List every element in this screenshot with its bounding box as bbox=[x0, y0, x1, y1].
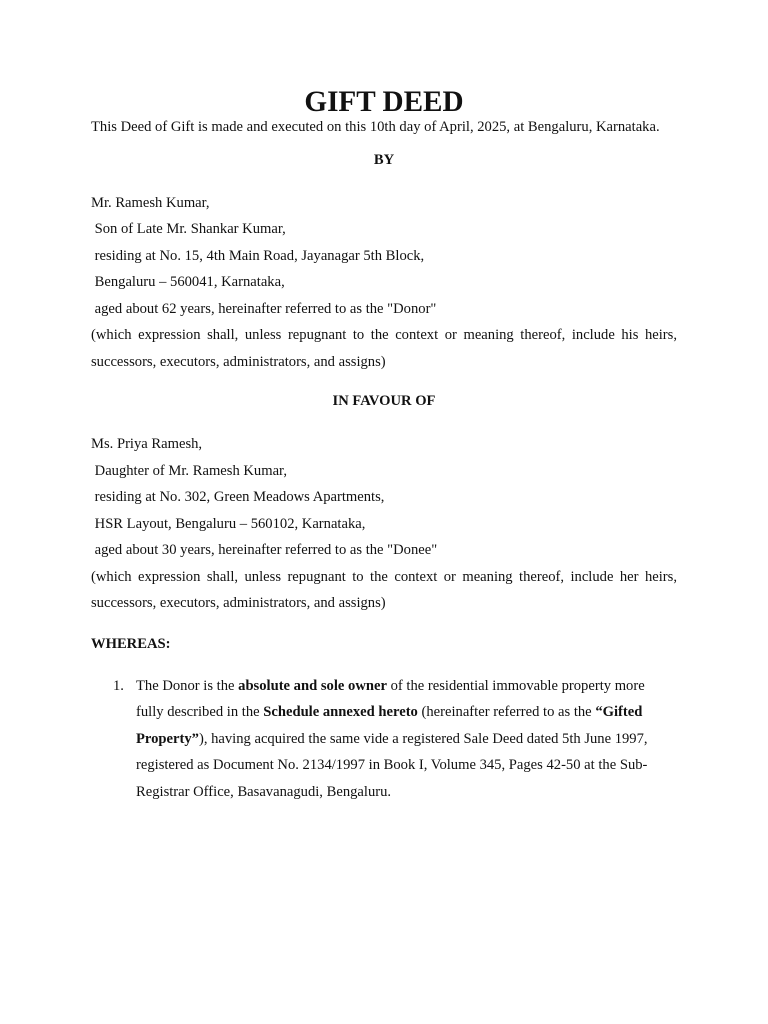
donor-name: Mr. Ramesh Kumar, bbox=[91, 194, 210, 211]
whereas-heading: WHEREAS: bbox=[91, 635, 171, 652]
donee-age-line: aged about 30 years, hereinafter referred to as the "Donee" bbox=[91, 542, 438, 558]
recital-bold-schedule: Schedule annexed hereto bbox=[263, 704, 418, 721]
donor-address-line2: Bengaluru – 560041, Karnataka, bbox=[91, 274, 285, 290]
donee-name: Ms. Priya Ramesh, bbox=[91, 436, 203, 452]
gift-deed-document bbox=[91, 86, 677, 805]
donor-relation: Son of Late Mr. Shankar Kumar, bbox=[91, 221, 286, 237]
recital-text-part4: ), having acquired the same vide a registered Sale Deed dated 5th June 1997, registered as Document No. 2134/1997 in Book I, Volume 345, Pages 42-50 at the Sub-Registrar Office, Basavanagudi, Bengaluru. bbox=[136, 730, 648, 800]
recital-text-part2: of the residential immovable property more fully described in the bbox=[136, 677, 645, 721]
donor-address-line1: residing at No. 15, 4th Main Road, Jayanagar 5th Block, bbox=[91, 247, 425, 264]
donee-address-line2: HSR Layout, Bengaluru – 560102, Karnataka, bbox=[91, 515, 366, 532]
donee-expression-clause: (which expression shall, unless repugnant to the context or meaning thereof, include her heirs, successors, executors, administrators, and assigns) bbox=[91, 568, 677, 611]
donee-address-line1: residing at No. 302, Green Meadows Apartments, bbox=[91, 489, 385, 505]
recitals-list bbox=[91, 673, 677, 806]
donor-block bbox=[91, 190, 677, 376]
in-favour-of-heading: IN FAVOUR OF bbox=[332, 393, 436, 409]
donee-relation: Daughter of Mr. Ramesh Kumar, bbox=[91, 462, 287, 479]
donee-block bbox=[91, 431, 677, 617]
by-heading: BY bbox=[373, 151, 395, 168]
donor-age-line: aged about 62 years, hereinafter referred to as the "Donor" bbox=[91, 300, 437, 317]
recital-text-part1: The Donor is the bbox=[136, 677, 239, 694]
intro-paragraph: This Deed of Gift is made and executed on this 10th day of April, 2025, at Bengaluru, Karnataka. bbox=[91, 119, 660, 135]
recital-item bbox=[91, 673, 666, 806]
recital-text bbox=[136, 678, 648, 800]
recital-bold-owner: absolute and sole owner bbox=[238, 677, 387, 694]
recital-bold-gifted-property: “Gifted Property” bbox=[136, 704, 643, 747]
recital-number: 1. bbox=[113, 677, 124, 694]
recital-text-part3: (hereinafter referred to as the bbox=[417, 704, 596, 721]
donor-expression-clause: (which expression shall, unless repugnant to the context or meaning thereof, include his heirs, successors, executors, administrators, and assigns) bbox=[91, 327, 677, 370]
document-title: GIFT DEED bbox=[304, 86, 464, 118]
